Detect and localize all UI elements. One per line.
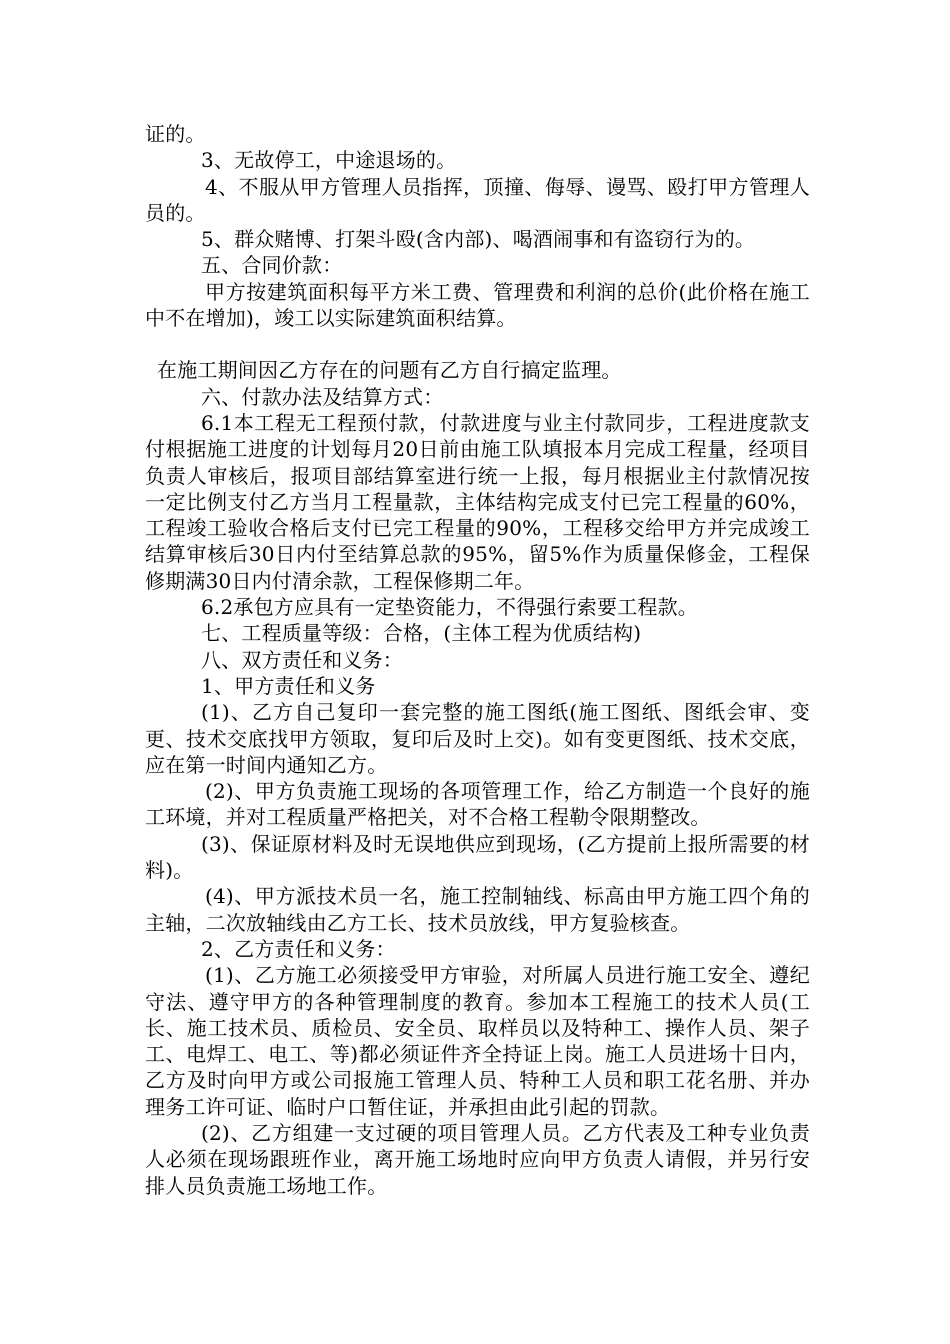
paragraph-party-a-3: (3)、保证原材料及时无误地供应到现场，(乙方提前上报所需要的材料)。 <box>145 831 810 883</box>
section-heading-payment: 六、付款办法及结算方式： <box>201 384 444 409</box>
paragraph-party-b-1: (1)、乙方施工必须接受甲方审验，对所属人员进行施工安全、遵纪守法、遵守甲方的各种管理制度的教育。参加本工程施工的技术人员(工长、施工技术员、质检员、安全员、取样员以及特种工、操作人员、架子工、电焊工、电工、等)都必须证件齐全持证上岗。施工人员进场十日内，乙方及时向甲方或公司报施工管理人员、特种工人员和职工花名册、并办理务工许可证、临时户口暂住证，并承担由此引起的罚款。 <box>145 963 810 1119</box>
paragraph-party-a-2: (2)、甲方负责施工现场的各项管理工作，给乙方制造一个良好的施工环境，并对工程质量严格把关，对不合格工程勒令限期整改。 <box>145 779 810 830</box>
section-heading-contract-price: 五、合同价款： <box>201 253 343 278</box>
subheading-party-b: 2、乙方责任和义务： <box>201 936 396 961</box>
paragraph-payment-6-1: 6.1本工程无工程预付款，付款进度与业主付款同步，工程进度款支付根据施工进度的计划每月20日前由施工队填报本月完成工程量，经项目负责人审核后，报项目部结算室进行统一上报，每月根据业主付款情况按一定比例支付乙方当月工程量款，主体结构完成支付已完工程量的60%，工程竣工验收合格后支付已完工程量的90%，工程移交给甲方并完成竣工结算审核后30日内付至结算总款的95%，留5%作为质量保修金，工程保修期满30日内付清余款，工程保修期二年。 <box>145 410 810 593</box>
paragraph-payment-6-2: 6.2承包方应具有一定垫资能力，不得强行索要工程款。 <box>201 595 699 620</box>
paragraph-party-b-2: (2)、乙方组建一支过硬的项目管理人员。乙方代表及工种专业负责人必须在现场跟班作业，离开施工场地时应向甲方负责人请假，并另行安排人员负责施工场地工作。 <box>145 1120 810 1198</box>
subheading-party-a: 1、甲方责任和义务 <box>201 673 376 698</box>
paragraph-party-a-1: (1)、乙方自己复印一套完整的施工图纸(施工图纸、图纸会审、变更、技术交底找甲方领取，复印后及时上交)。如有变更图纸、技术交底，应在第一时间内通知乙方。 <box>145 700 810 777</box>
paragraph-item-5: 5、群众赌博、打架斗殴(含内部)、喝酒闹事和有盗窃行为的。 <box>201 227 756 252</box>
section-heading-quality: 七、工程质量等级：合格，(主体工程为优质结构) <box>201 621 642 646</box>
paragraph-item-3: 3、无故停工，中途退场的。 <box>201 148 457 173</box>
paragraph-contract-price: 甲方按建筑面积每平方米工费、管理费和利润的总价(此价格在施工中不在增加)，竣工以实际建筑面积结算。 <box>145 279 810 331</box>
section-heading-responsibilities: 八、双方责任和义务： <box>201 647 403 672</box>
paragraph-continuation: 证的。 <box>145 122 206 146</box>
paragraph-item-4: 4、不服从甲方管理人员指挥，顶撞、侮辱、谩骂、殴打甲方管理人员的。 <box>145 174 810 225</box>
paragraph-supervision: 在施工期间因乙方存在的问题有乙方自行搞定监理。 <box>157 358 622 383</box>
document-body <box>145 121 810 1199</box>
paragraph-party-a-4: (4)、甲方派技术员一名，施工控制轴线、标高由甲方施工四个角的主轴，二次放轴线由乙方工长、技术员放线，甲方复验核查。 <box>145 884 810 935</box>
